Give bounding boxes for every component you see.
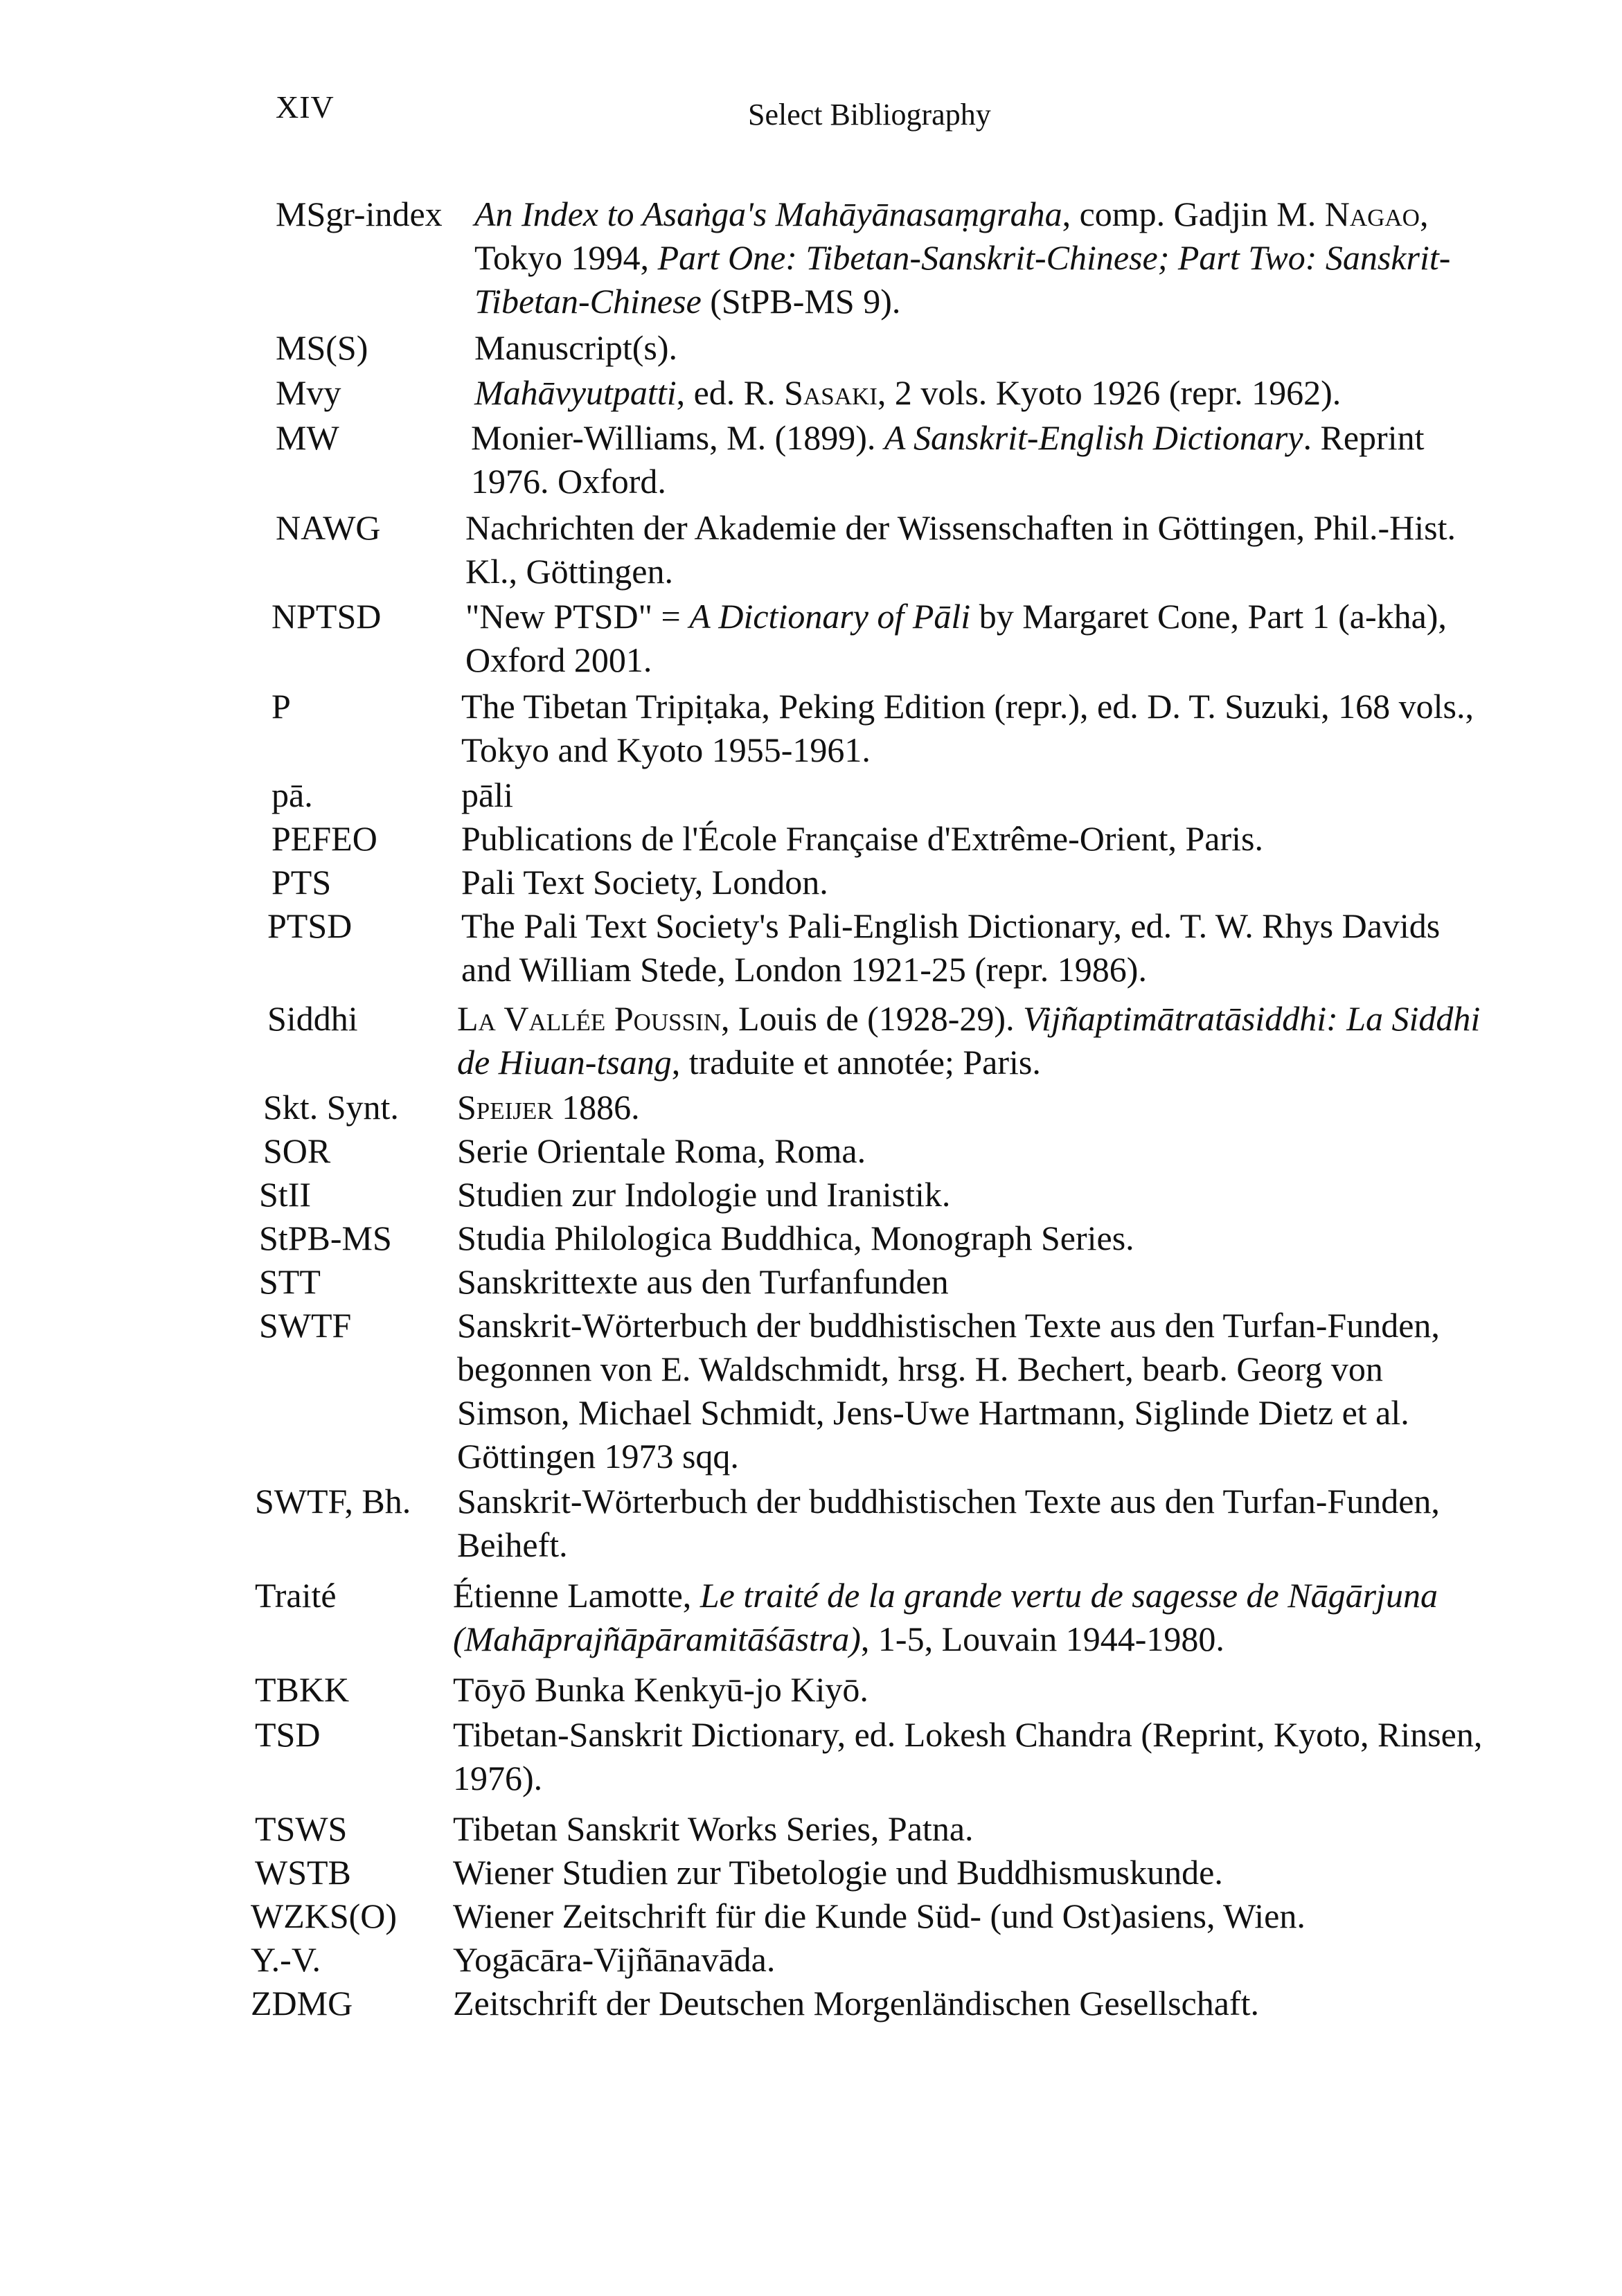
italic-title: A Dictionary of Pāli	[689, 597, 971, 636]
entry-definition	[461, 817, 1483, 861]
definition-text: Sanskrit-Wörterbuch der buddhistischen Texte aus den Turfan-Funden, begonnen von E. Waldschmidt, hrsg. H. Bechert, bearb. Georg von Simson, Michael Schmidt, Jens-Uwe Hartmann, Siglinde Dietz et al. Göttingen 1973 sqq.	[457, 1306, 1440, 1476]
entry-definition	[457, 1260, 1483, 1304]
definition-text: Pali Text Society, London.	[461, 863, 828, 902]
bibliography-entry	[0, 1894, 1622, 1938]
entry-abbreviation: pā.	[271, 775, 313, 814]
entry-abbreviation: Siddhi	[267, 999, 358, 1038]
definition-text: Sanskrit-Wörterbuch der buddhistischen Texte aus den Turfan-Funden, Beiheft.	[457, 1482, 1440, 1564]
definition-text: by Margaret Cone, Part 1 (a-kha), Oxford 2001.	[465, 597, 1447, 679]
entry-abbreviation: TSWS	[255, 1809, 348, 1848]
bibliography-entry	[0, 326, 1622, 370]
bibliography-entry	[0, 1982, 1622, 2025]
entry-definition	[457, 1480, 1483, 1567]
entry-definition	[453, 1668, 1483, 1712]
definition-text: , Louis de (1928-29).	[721, 999, 1024, 1038]
definition-text: , 1-5, Louvain 1944-1980.	[860, 1620, 1224, 1658]
entry-definition	[461, 904, 1483, 992]
entry-definition	[461, 773, 1483, 817]
italic-title: A Sanskrit-English Dictionary	[884, 418, 1303, 457]
entry-abbreviation: STT	[259, 1262, 321, 1301]
bibliography-entry	[0, 1938, 1622, 1982]
entry-abbreviation: TSD	[255, 1715, 321, 1754]
entry-abbreviation: TBKK	[255, 1670, 350, 1709]
italic-title: Mahāvyutpatti	[474, 373, 677, 412]
bibliography-entry	[0, 506, 1622, 593]
definition-text: Sanskrittexte aus den Turfanfunden	[457, 1262, 949, 1301]
entry-abbreviation: SWTF, Bh.	[255, 1482, 411, 1521]
bibliography-entry	[0, 1713, 1622, 1800]
entry-definition	[453, 1574, 1483, 1661]
italic-title: An Index to Asaṅga's Mahāyānasaṃgraha	[474, 195, 1062, 233]
bibliography-entry	[0, 1129, 1622, 1173]
definition-text: The Tibetan Tripiṭaka, Peking Edition (repr.), ed. D. T. Suzuki, 168 vols., Tokyo and Kyoto 1955-1961.	[461, 687, 1474, 769]
definition-text: Tibetan Sanskrit Works Series, Patna.	[453, 1809, 974, 1848]
entry-abbreviation: PTS	[271, 863, 332, 902]
running-head: Select Bibliography	[748, 98, 991, 132]
definition-text: Monier-Williams, M. (1899).	[471, 418, 884, 457]
entry-definition	[474, 192, 1483, 323]
definition-text: Étienne Lamotte,	[453, 1576, 700, 1615]
bibliography-entry	[0, 1574, 1622, 1661]
definition-text: Publications de l'École Française d'Extrême-Orient, Paris.	[461, 819, 1263, 858]
entry-definition	[461, 861, 1483, 904]
bibliography-entry	[0, 595, 1622, 682]
definition-text: , traduite et annotée; Paris.	[671, 1043, 1041, 1082]
entry-abbreviation: MSgr-index	[276, 195, 443, 233]
definition-text: "New PTSD" =	[465, 597, 690, 636]
bibliography-entry	[0, 773, 1622, 817]
bibliography-entry	[0, 997, 1622, 1084]
definition-text: , ed. R.	[676, 373, 785, 412]
entry-definition	[457, 1086, 1483, 1129]
bibliography-entry	[0, 371, 1622, 415]
entry-definition	[453, 1894, 1483, 1938]
entry-abbreviation: PTSD	[267, 906, 353, 945]
entry-definition	[461, 685, 1483, 772]
italic-title: Vijñaptimātratāsiddhi: La Siddhi de Hiuan-tsang	[457, 999, 1481, 1082]
definition-text: Serie Orientale Roma, Roma.	[457, 1131, 866, 1170]
entry-abbreviation: Skt. Synt.	[263, 1088, 399, 1127]
definition-text: Studia Philologica Buddhica, Monograph Series.	[457, 1219, 1134, 1257]
bibliography-entry	[0, 1480, 1622, 1567]
definition-text: . Reprint 1976. Oxford.	[471, 418, 1425, 501]
bibliography-entry	[0, 1260, 1622, 1304]
definition-text: Tōyō Bunka Kenkyū-jo Kiyō.	[453, 1670, 868, 1709]
definition-text: The Pali Text Society's Pali-English Dictionary, ed. T. W. Rhys Davids and William Stede, London 1921-25 (repr. 1986).	[461, 906, 1441, 989]
entry-abbreviation: StPB-MS	[259, 1219, 392, 1257]
bibliography-entry	[0, 861, 1622, 904]
definition-text: Nagao	[1324, 195, 1420, 233]
entry-abbreviation: P	[271, 687, 291, 726]
entry-abbreviation: Mvy	[276, 373, 341, 412]
entry-definition	[465, 506, 1483, 593]
bibliography-entry	[0, 1807, 1622, 1851]
bibliography-entry	[0, 416, 1622, 503]
italic-title: Le traité de la grande vertu de sagesse de Nāgārjuna (Mahāprajñāpāramitāśāstra)	[453, 1576, 1438, 1658]
definition-text: , 2 vols. Kyoto 1926 (repr. 1962).	[877, 373, 1342, 412]
bibliography-entry	[0, 192, 1622, 323]
entry-abbreviation: MS(S)	[276, 328, 368, 367]
entry-definition	[457, 997, 1483, 1084]
definition-text: Nachrichten der Akademie der Wissenschaften in Göttingen, Phil.-Hist. Kl., Göttingen.	[465, 508, 1456, 591]
entry-definition	[457, 1217, 1483, 1260]
definition-text: Wiener Zeitschrift für die Kunde Süd- (und Ost)asiens, Wien.	[453, 1896, 1305, 1935]
entry-abbreviation: NPTSD	[271, 597, 382, 636]
definition-text: Tibetan-Sanskrit Dictionary, ed. Lokesh Chandra (Reprint, Kyoto, Rinsen, 1976).	[453, 1715, 1483, 1797]
bibliography-entry	[0, 1086, 1622, 1129]
bibliography-entry	[0, 1851, 1622, 1894]
definition-text: (StPB-MS 9).	[701, 282, 901, 321]
entry-abbreviation: SOR	[263, 1131, 331, 1170]
definition-text: Manuscript(s).	[474, 328, 677, 367]
entry-abbreviation: MW	[276, 418, 339, 457]
italic-title: Part One: Tibetan-Sanskrit-Chinese; Part Two: Sanskrit-Tibetan-Chinese	[474, 238, 1451, 321]
bibliography-entry	[0, 1217, 1622, 1260]
entry-definition	[457, 1129, 1483, 1173]
entry-definition	[457, 1304, 1483, 1478]
definition-text: 1886.	[553, 1088, 640, 1127]
bibliography-entry	[0, 904, 1622, 992]
entry-abbreviation: WSTB	[255, 1853, 351, 1892]
definition-text: , Tokyo 1994,	[474, 195, 1429, 277]
definition-text: Wiener Studien zur Tibetologie und Buddhismuskunde.	[453, 1853, 1223, 1892]
bibliography-entry	[0, 685, 1622, 772]
entry-definition	[474, 371, 1483, 415]
entry-abbreviation: Y.-V.	[251, 1940, 321, 1979]
definition-text: Sasaki	[784, 373, 877, 412]
definition-text: Studien zur Indologie und Iranistik.	[457, 1175, 951, 1214]
entry-definition	[453, 1851, 1483, 1894]
definition-text: pāli	[461, 775, 513, 814]
bibliography-entry	[0, 817, 1622, 861]
entry-definition	[465, 595, 1483, 682]
entry-abbreviation: PEFEO	[271, 819, 377, 858]
definition-text: , comp. Gadjin M.	[1062, 195, 1325, 233]
definition-text: Zeitschrift der Deutschen Morgenländischen Gesellschaft.	[453, 1984, 1259, 2023]
bibliography-list	[0, 192, 1622, 2025]
definition-text: La Vallée Poussin	[457, 999, 722, 1038]
entry-abbreviation: StII	[259, 1175, 311, 1214]
entry-definition	[453, 1807, 1483, 1851]
definition-text: Speijer	[457, 1088, 553, 1127]
entry-definition	[457, 1173, 1483, 1217]
entry-definition	[453, 1938, 1483, 1982]
bibliography-entry	[0, 1668, 1622, 1712]
entry-definition	[471, 416, 1483, 503]
entry-definition	[453, 1713, 1483, 1800]
entry-abbreviation: SWTF	[259, 1306, 352, 1345]
entry-definition	[474, 326, 1483, 370]
page-number: XIV	[276, 89, 335, 125]
bibliography-entry	[0, 1304, 1622, 1478]
definition-text: Yogācāra-Vijñānavāda.	[453, 1940, 776, 1979]
entry-abbreviation: Traité	[255, 1576, 337, 1615]
entry-definition	[453, 1982, 1483, 2025]
entry-abbreviation: NAWG	[276, 508, 381, 547]
bibliography-entry	[0, 1173, 1622, 1217]
entry-abbreviation: ZDMG	[251, 1984, 353, 2023]
entry-abbreviation: WZKS(O)	[251, 1896, 398, 1935]
